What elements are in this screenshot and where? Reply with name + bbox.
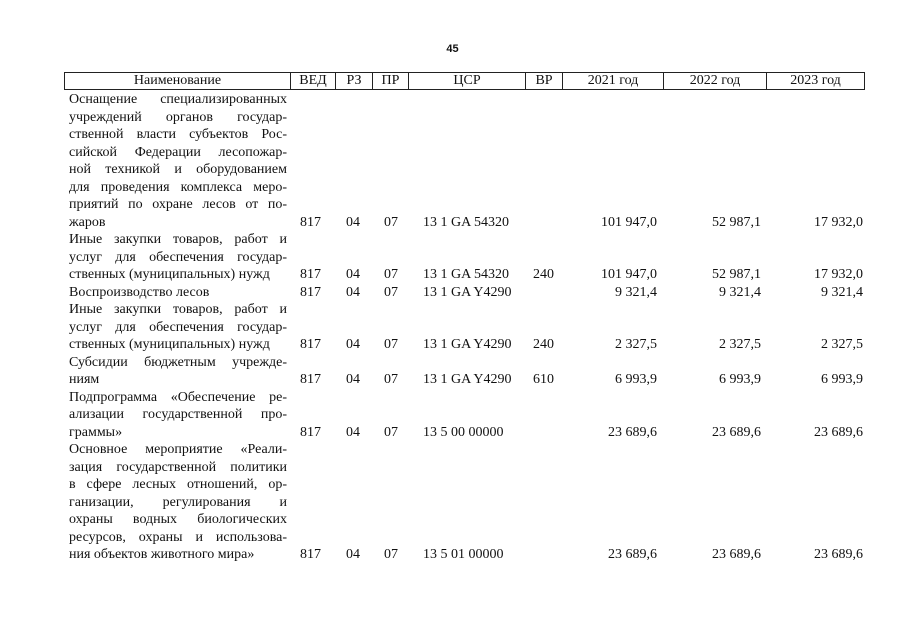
row-name-line: ния объектов животного мира» [69, 547, 255, 562]
row-name-line: учреждений органов государ- [69, 109, 287, 125]
header-vr: ВР [525, 73, 562, 89]
row-2023: 17 932,0 [814, 214, 863, 230]
row-name-line: ресурсов, охраны и использова- [69, 529, 287, 545]
row-pr: 07 [384, 547, 398, 562]
row-ved: 817 [300, 424, 321, 440]
row-name [69, 354, 287, 389]
row-name [69, 441, 287, 564]
row-vr: 240 [533, 337, 554, 352]
row-name-line: услуг для обеспечения государ- [69, 319, 287, 335]
header-2021: 2021 год [562, 73, 663, 89]
row-rz: 04 [346, 372, 360, 387]
row-name-line: ственной власти субъектов Рос- [69, 127, 287, 142]
row-name-line: приятий по охране лесов от по- [69, 197, 287, 212]
row-2021: 101 947,0 [601, 214, 657, 230]
row-csr: 13 1 GA 54320 [423, 267, 509, 282]
row-2023: 2 327,5 [821, 337, 863, 352]
row-csr: 13 1 GA Y4290 [423, 284, 512, 300]
row-name-line: Субсидии бюджетным учрежде- [69, 354, 287, 370]
row-name-line: Иные закупки товаров, работ и [69, 232, 287, 247]
header-rz: РЗ [335, 73, 372, 89]
row-2022: 9 321,4 [719, 284, 761, 300]
row-name-line: ственных (муниципальных) нужд [69, 337, 270, 352]
row-name-line: охраны водных биологических [69, 512, 287, 527]
table-row [64, 231, 865, 284]
row-2023: 6 993,9 [821, 372, 863, 387]
row-2022: 23 689,6 [712, 547, 761, 562]
row-2021: 9 321,4 [615, 284, 657, 300]
row-2021: 2 327,5 [615, 337, 657, 352]
row-2022: 6 993,9 [719, 372, 761, 387]
row-name-line: сийской Федерации лесопожар- [69, 144, 287, 160]
row-2022: 23 689,6 [712, 424, 761, 440]
row-2021: 6 993,9 [615, 372, 657, 387]
row-ved: 817 [300, 372, 321, 387]
header-csr: ЦСР [408, 73, 525, 89]
row-pr: 07 [384, 214, 398, 230]
row-2022: 52 987,1 [712, 214, 761, 230]
row-name [69, 284, 287, 302]
row-name-line: ственных (муниципальных) нужд [69, 267, 270, 282]
row-name-line: услуг для обеспечения государ- [69, 249, 287, 265]
row-2021: 101 947,0 [601, 267, 657, 282]
row-name-line: жаров [69, 214, 106, 230]
row-2021: 23 689,6 [608, 424, 657, 440]
row-rz: 04 [346, 284, 360, 300]
row-pr: 07 [384, 284, 398, 300]
row-2021: 23 689,6 [608, 547, 657, 562]
row-2023: 17 932,0 [814, 267, 863, 282]
row-csr: 13 5 01 00000 [423, 547, 504, 562]
table-row [64, 284, 865, 302]
row-name [69, 389, 287, 442]
header-2022: 2022 год [663, 73, 766, 89]
table-header [64, 72, 865, 90]
row-ved: 817 [300, 284, 321, 300]
row-name-line: Оснащение специализированных [69, 92, 287, 107]
row-name-line: ганизации, регулирования и [69, 494, 287, 510]
row-name-line: граммы» [69, 424, 123, 440]
row-pr: 07 [384, 372, 398, 387]
row-ved: 817 [300, 214, 321, 230]
table-row [64, 301, 865, 354]
row-2023: 23 689,6 [814, 547, 863, 562]
row-pr: 07 [384, 267, 398, 282]
row-ved: 817 [300, 337, 321, 352]
row-csr: 13 1 GA Y4290 [423, 337, 512, 352]
table-row [64, 389, 865, 442]
row-2023: 23 689,6 [814, 424, 863, 440]
table-row [64, 441, 865, 564]
table-row [64, 91, 865, 231]
header-2023: 2023 год [766, 73, 864, 89]
row-vr: 610 [533, 372, 554, 387]
row-rz: 04 [346, 547, 360, 562]
row-2023: 9 321,4 [821, 284, 863, 300]
row-name-line: Иные закупки товаров, работ и [69, 302, 287, 317]
table-row [64, 354, 865, 389]
row-rz: 04 [346, 267, 360, 282]
header-name: Наименование [133, 73, 222, 88]
row-pr: 07 [384, 337, 398, 352]
row-name-line: Воспроизводство лесов [69, 284, 210, 300]
row-name [69, 231, 287, 284]
row-vr: 240 [533, 267, 554, 282]
row-name-line: ализации государственной про- [69, 407, 287, 422]
row-2022: 2 327,5 [719, 337, 761, 352]
row-rz: 04 [346, 337, 360, 352]
page-number: 45 [446, 43, 459, 55]
row-name-line: Подпрограмма «Обеспечение ре- [69, 389, 287, 405]
header-ved: ВЕД [290, 73, 335, 89]
row-ved: 817 [300, 547, 321, 562]
row-csr: 13 1 GA Y4290 [423, 372, 512, 387]
row-rz: 04 [346, 214, 360, 230]
row-csr: 13 1 GA 54320 [423, 214, 509, 230]
row-csr: 13 5 00 00000 [423, 424, 504, 440]
row-name-line: в сфере лесных отношений, ор- [69, 477, 287, 492]
row-2022: 52 987,1 [712, 267, 761, 282]
row-name-line: зация государственной политики [69, 459, 287, 475]
row-name-line: ной техникой и оборудованием [69, 162, 287, 177]
row-name-line: ниям [69, 372, 100, 387]
row-rz: 04 [346, 424, 360, 440]
row-name-line: Основное мероприятие «Реали- [69, 442, 287, 457]
row-pr: 07 [384, 424, 398, 440]
row-name [69, 301, 287, 354]
row-name-line: для проведения комплекса меро- [69, 179, 287, 195]
header-pr: ПР [372, 73, 408, 89]
row-name [69, 91, 287, 231]
row-ved: 817 [300, 267, 321, 282]
